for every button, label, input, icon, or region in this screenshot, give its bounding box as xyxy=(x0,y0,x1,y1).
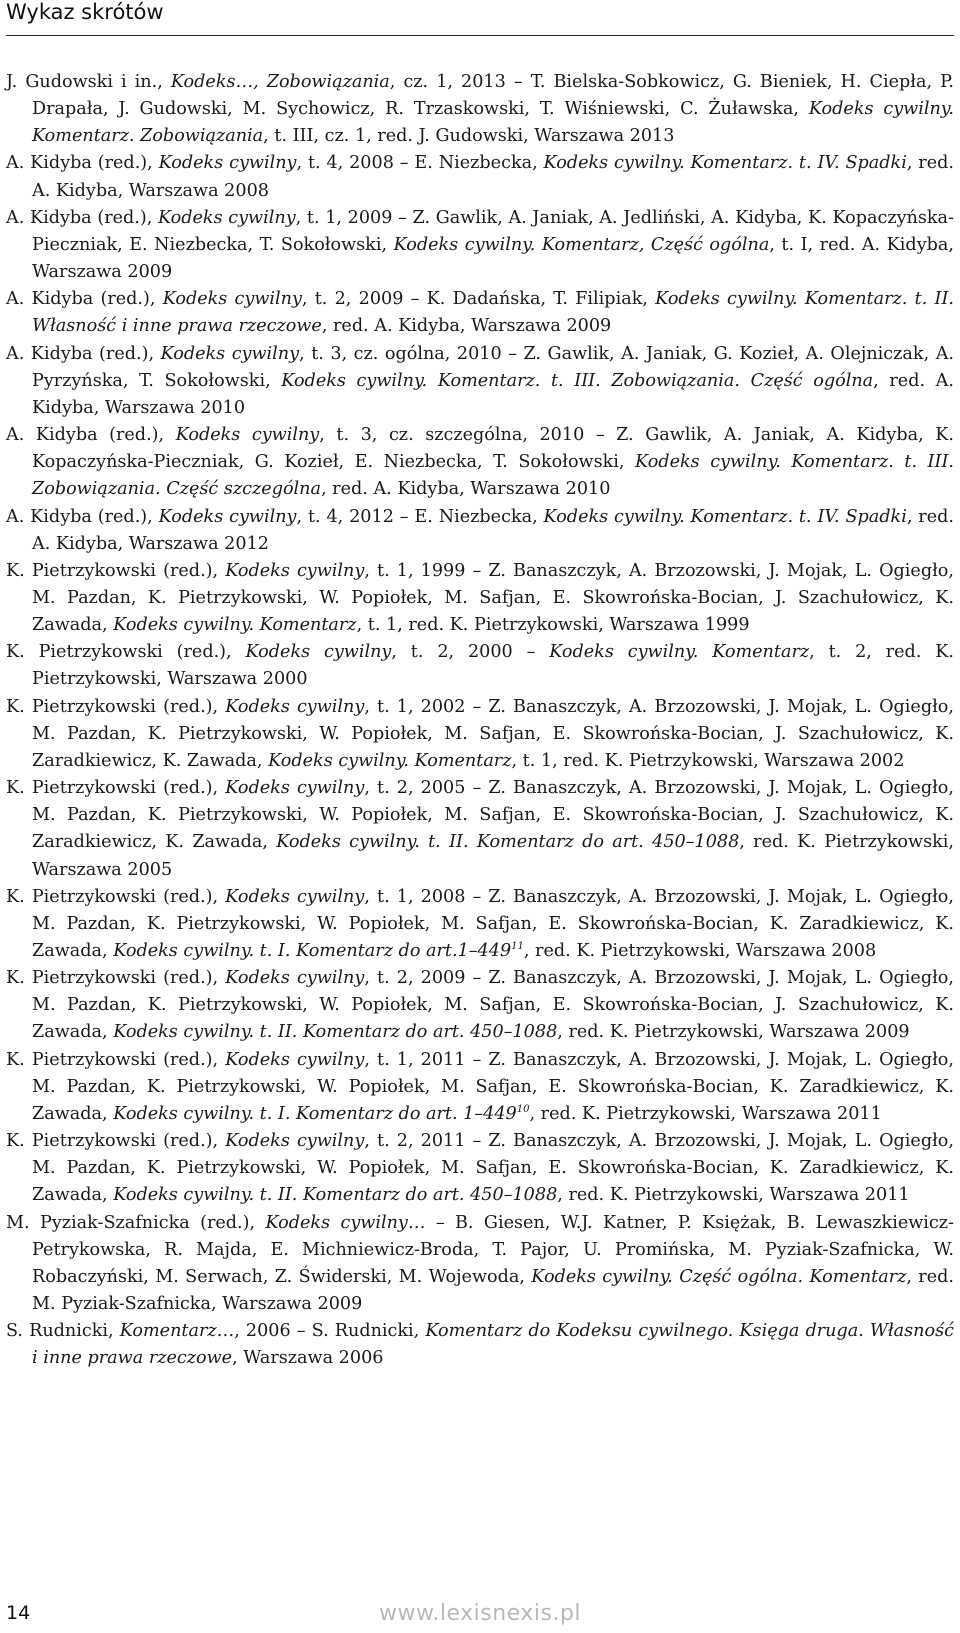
entry-text: , t. 1, red. K. Pietrzykowski, Warszawa 2002 xyxy=(511,750,905,771)
entry-text: , t. 3, cz. ogólna, 2010 – Z. Gawlik, A. Janiak, G. Kozieł, A. Olejniczak, A. Pyrzyńska, T. Sokołowski, xyxy=(32,343,954,391)
entry-text: , red. K. Pietrzykowski, Warszawa 2011 xyxy=(529,1103,882,1124)
italic-title: Kodeks cywilny xyxy=(175,425,320,446)
italic-title: Kodeks cywilny xyxy=(225,886,365,907)
entry-text: – B. Giesen, W.J. Katner, P. Księżak, B. Lewaszkiewicz-Petrykowska, R. Majda, E. Michniewicz-Broda, T. Pajor, U. Promińska, M. Pyziak-Szafnicka, W. Robaczyński, M. Serwach, Z. Świderski, M. Wojewoda, xyxy=(32,1212,954,1287)
italic-title: Kodeks cywilny. Komentarz. Zobowiązania xyxy=(32,99,955,147)
entry-text: J. Gudowski i in., xyxy=(6,72,171,92)
entry-text: , red. K. Pietrzykowski, Warszawa 2005 xyxy=(32,832,954,880)
entry-text: , red. K. Pietrzykowski, Warszawa 2008 xyxy=(523,941,877,961)
italic-title: Kodeks cywilny. Komentarz. t. III. Zobowiązania. Część szczególna xyxy=(32,452,954,500)
italic-title: Kodeks cywilny… xyxy=(265,1212,426,1233)
entry-text: , red. A. Kidyba, Warszawa 2009 xyxy=(321,316,612,337)
entry-text: , cz. 1, 2013 – T. Bielska-Sobkowicz, G. Bieniek, H. Ciepła, P. Drapała, J. Gudowski, M. Sychowicz, R. Trzaskowski, T. Wiśniewski, C. Żuławska, xyxy=(32,72,954,120)
italic-title: Kodeks cywilny. Komentarz xyxy=(549,642,810,663)
bibliography-entry xyxy=(6,965,954,1046)
entry-text: , red. A. Kidyba, Warszawa 2012 xyxy=(32,506,954,554)
entry-text: , red. A. Kidyba, Warszawa 2008 xyxy=(32,153,954,201)
entry-text: M. Pyziak-Szafnicka (red.), xyxy=(6,1212,266,1233)
entry-text: S. Rudnicki, xyxy=(6,1321,120,1342)
entry-text: , Warszawa 2006 xyxy=(232,1348,384,1369)
entry-text: , red. M. Pyziak-Szafnicka, Warszawa 2009 xyxy=(32,1266,954,1315)
entry-text: , red. A. Kidyba, Warszawa 2010 xyxy=(32,370,954,418)
bibliography-entry xyxy=(6,341,954,422)
entry-text: K. Pietrzykowski (red.), xyxy=(6,560,226,581)
bibliography-entry xyxy=(6,639,954,693)
entry-text: , t. 2, 2009 – Z. Banaszczyk, A. Brzozowski, J. Mojak, L. Ogiegło, M. Pazdan, K. Pietrzykowski, W. Popiołek, M. Safjan, E. Skowrońska-Bocian, J. Szachułowicz, K. Zawada, xyxy=(32,968,954,1043)
bibliography-entry xyxy=(6,558,954,639)
bibliography-entry xyxy=(6,286,954,340)
italic-title: Kodeks cywilny xyxy=(158,153,297,174)
entry-text: , t. 1, red. K. Pietrzykowski, Warszawa 1999 xyxy=(356,615,750,636)
bibliography-entry xyxy=(6,1047,954,1128)
italic-title: Kodeks cywilny xyxy=(225,1049,365,1070)
entry-text: , t. 1, 2008 – Z. Banaszczyk, A. Brzozowski, J. Mojak, L. Ogiegło, M. Pazdan, K. Pietrzykowski, W. Popiołek, M. Safjan, E. Skowrońska-Bocian, K. Zaradkiewicz, K. Zawada, xyxy=(32,886,954,961)
entry-text: , t. 1, 2002 – Z. Banaszczyk, A. Brzozowski, J. Mojak, L. Ogiegło, M. Pazdan, K. Pietrzykowski, W. Popiołek, M. Safjan, E. Skowrońska-Bocian, J. Szachułowicz, K. Zaradkiewicz, K. Zawada, xyxy=(32,696,954,771)
superscript: 11 xyxy=(511,941,524,952)
italic-title: Kodeks cywilny. Komentarz xyxy=(113,615,357,636)
italic-title: Kodeks cywilny xyxy=(225,1131,365,1152)
italic-title: Kodeks…, Zobowiązania xyxy=(170,72,390,92)
entry-text: , red. K. Pietrzykowski, Warszawa 2011 xyxy=(557,1185,910,1206)
italic-title: Kodeks cywilny xyxy=(225,968,365,989)
entry-text: A. Kidyba (red.), xyxy=(6,207,158,228)
entry-text: , t. 2, 2011 – Z. Banaszczyk, A. Brzozowski, J. Mojak, L. Ogiegło, M. Pazdan, K. Pietrzykowski, W. Popiołek, M. Safjan, E. Skowrońska-Bocian, K. Zaradkiewicz, K. Zawada, xyxy=(32,1131,954,1206)
bibliography-entry xyxy=(6,422,954,503)
entry-text: , t. 2, 2000 – xyxy=(391,642,550,663)
italic-title: Kodeks cywilny xyxy=(162,289,302,310)
italic-title: Kodeks cywilny. t. I. Komentarz do art.1–449 xyxy=(113,941,512,961)
bibliography-entry xyxy=(6,1210,954,1319)
abbreviation-list xyxy=(6,69,954,1373)
entry-text: , red. A. Kidyba, Warszawa 2010 xyxy=(321,479,611,500)
entry-text: A. Kidyba (red.), xyxy=(6,343,161,364)
entry-text: , t. 4, 2008 – E. Niezbecka, xyxy=(296,153,544,174)
entry-text: , t. III, cz. 1, red. J. Gudowski, Warszawa 2013 xyxy=(263,126,675,147)
italic-title: Kodeks cywilny. t. II. Komentarz do art. 450–1088 xyxy=(113,1022,558,1043)
header-title: Wykaz skrótów xyxy=(6,0,164,24)
italic-title: Kodeks cywilny xyxy=(158,506,297,527)
italic-title: Kodeks cywilny. Komentarz. t. II. Własność i inne prawa rzeczowe xyxy=(32,289,954,337)
bibliography-entry xyxy=(6,694,954,775)
entry-text: K. Pietrzykowski (red.), xyxy=(6,778,226,799)
italic-title: Komentarz… xyxy=(119,1321,235,1342)
entry-text: , t. 3, cz. szczególna, 2010 – Z. Gawlik, A. Janiak, A. Kidyba, K. Kopaczyńska-Pieczniak, G. Kozieł, E. Niezbecka, T. Sokołowski, xyxy=(32,425,954,473)
superscript: 10 xyxy=(516,1103,530,1115)
entry-text: , 2006 – S. Rudnicki, xyxy=(234,1321,426,1342)
entry-text: K. Pietrzykowski (red.), xyxy=(6,696,226,717)
page-number: 14 xyxy=(6,1602,31,1624)
italic-title: Kodeks cywilny. t. II. Komentarz do art. 450–1088 xyxy=(276,832,740,853)
entry-text: A. Kidyba (red.), xyxy=(6,506,159,527)
entry-text: , red. K. Pietrzykowski, Warszawa 2009 xyxy=(557,1022,910,1043)
italic-title: Kodeks cywilny xyxy=(225,696,365,717)
italic-title: Kodeks cywilny. Komentarz. t. IV. Spadki xyxy=(543,153,907,174)
italic-title: Kodeks cywilny. t. I. Komentarz do art. 1–449 xyxy=(113,1103,517,1124)
entry-text: , t. 4, 2012 – E. Niezbecka, xyxy=(296,506,544,527)
bibliography-entry xyxy=(6,1128,954,1209)
entry-text: K. Pietrzykowski (red.), xyxy=(6,1049,226,1070)
entry-text: , t. I, red. A. Kidyba, Warszawa 2009 xyxy=(32,234,954,283)
bibliography-entry xyxy=(6,504,954,558)
italic-title: Kodeks cywilny. Komentarz, Część ogólna xyxy=(393,234,770,255)
bibliography-entry xyxy=(6,775,954,884)
running-header xyxy=(6,0,954,36)
footer-website: www.lexisnexis.pl xyxy=(378,1601,582,1626)
bibliography-entry xyxy=(6,69,954,150)
italic-title: Kodeks cywilny. Komentarz. t. III. Zobowiązania. Część ogólna xyxy=(281,370,874,391)
entry-text: , t. 1, 2011 – Z. Banaszczyk, A. Brzozowski, J. Mojak, L. Ogiegło, M. Pazdan, K. Pietrzykowski, W. Popiołek, M. Safjan, E. Skowrońska-Bocian, K. Zaradkiewicz, K. Zawada, xyxy=(32,1049,954,1124)
italic-title: Kodeks cywilny. Komentarz xyxy=(268,750,512,771)
italic-title: Komentarz do Kodeksu cywilnego. Księga druga. Własność i inne prawa rzeczowe xyxy=(32,1321,954,1369)
entry-text: K. Pietrzykowski (red.), xyxy=(6,642,246,663)
italic-title: Kodeks cywilny xyxy=(157,207,296,228)
italic-title: Kodeks cywilny. t. II. Komentarz do art. 450–1088 xyxy=(113,1185,558,1206)
entry-text: A. Kidyba (red.), xyxy=(6,289,163,310)
entry-text: K. Pietrzykowski (red.), xyxy=(6,1131,226,1152)
entry-text: A. Kidyba (red.), xyxy=(6,425,176,446)
italic-title: Kodeks cywilny xyxy=(225,560,365,581)
italic-title: Kodeks cywilny xyxy=(160,343,300,364)
entry-text: , t. 2, 2005 – Z. Banaszczyk, A. Brzozowski, J. Mojak, L. Ogiegło, M. Pazdan, K. Pietrzykowski, W. Popiołek, M. Safjan, E. Skowrońska-Bocian, J. Szachułowicz, K. Zaradkiewicz, K. Zawada, xyxy=(32,778,954,853)
italic-title: Kodeks cywilny. Komentarz. t. IV. Spadki xyxy=(543,506,907,527)
bibliography-entry xyxy=(6,1318,954,1372)
italic-title: Kodeks cywilny. Część ogólna. Komentarz xyxy=(531,1266,907,1287)
bibliography-entry xyxy=(6,884,954,965)
entry-text: , t. 2, red. K. Pietrzykowski, Warszawa 2000 xyxy=(32,642,955,690)
entry-text: , t. 1, 1999 – Z. Banaszczyk, A. Brzozowski, J. Mojak, L. Ogiegło, M. Pazdan, K. Pietrzykowski, W. Popiołek, M. Safjan, E. Skowrońska-Bocian, J. Szachułowicz, K. Zawada, xyxy=(32,560,954,636)
italic-title: Kodeks cywilny xyxy=(245,642,392,663)
entry-text: K. Pietrzykowski (red.), xyxy=(6,886,226,907)
entry-text: , t. 1, 2009 – Z. Gawlik, A. Janiak, A. Jedliński, A. Kidyba, K. Kopaczyńska-Pieczniak, E. Niezbecka, T. Sokołowski, xyxy=(32,207,954,255)
entry-text: K. Pietrzykowski (red.), xyxy=(6,968,226,989)
bibliography-entry xyxy=(6,205,954,286)
entry-text: , t. 2, 2009 – K. Dadańska, T. Filipiak, xyxy=(301,289,656,310)
entry-text: A. Kidyba (red.), xyxy=(6,153,159,174)
italic-title: Kodeks cywilny xyxy=(225,778,365,799)
bibliography-entry xyxy=(6,150,954,204)
